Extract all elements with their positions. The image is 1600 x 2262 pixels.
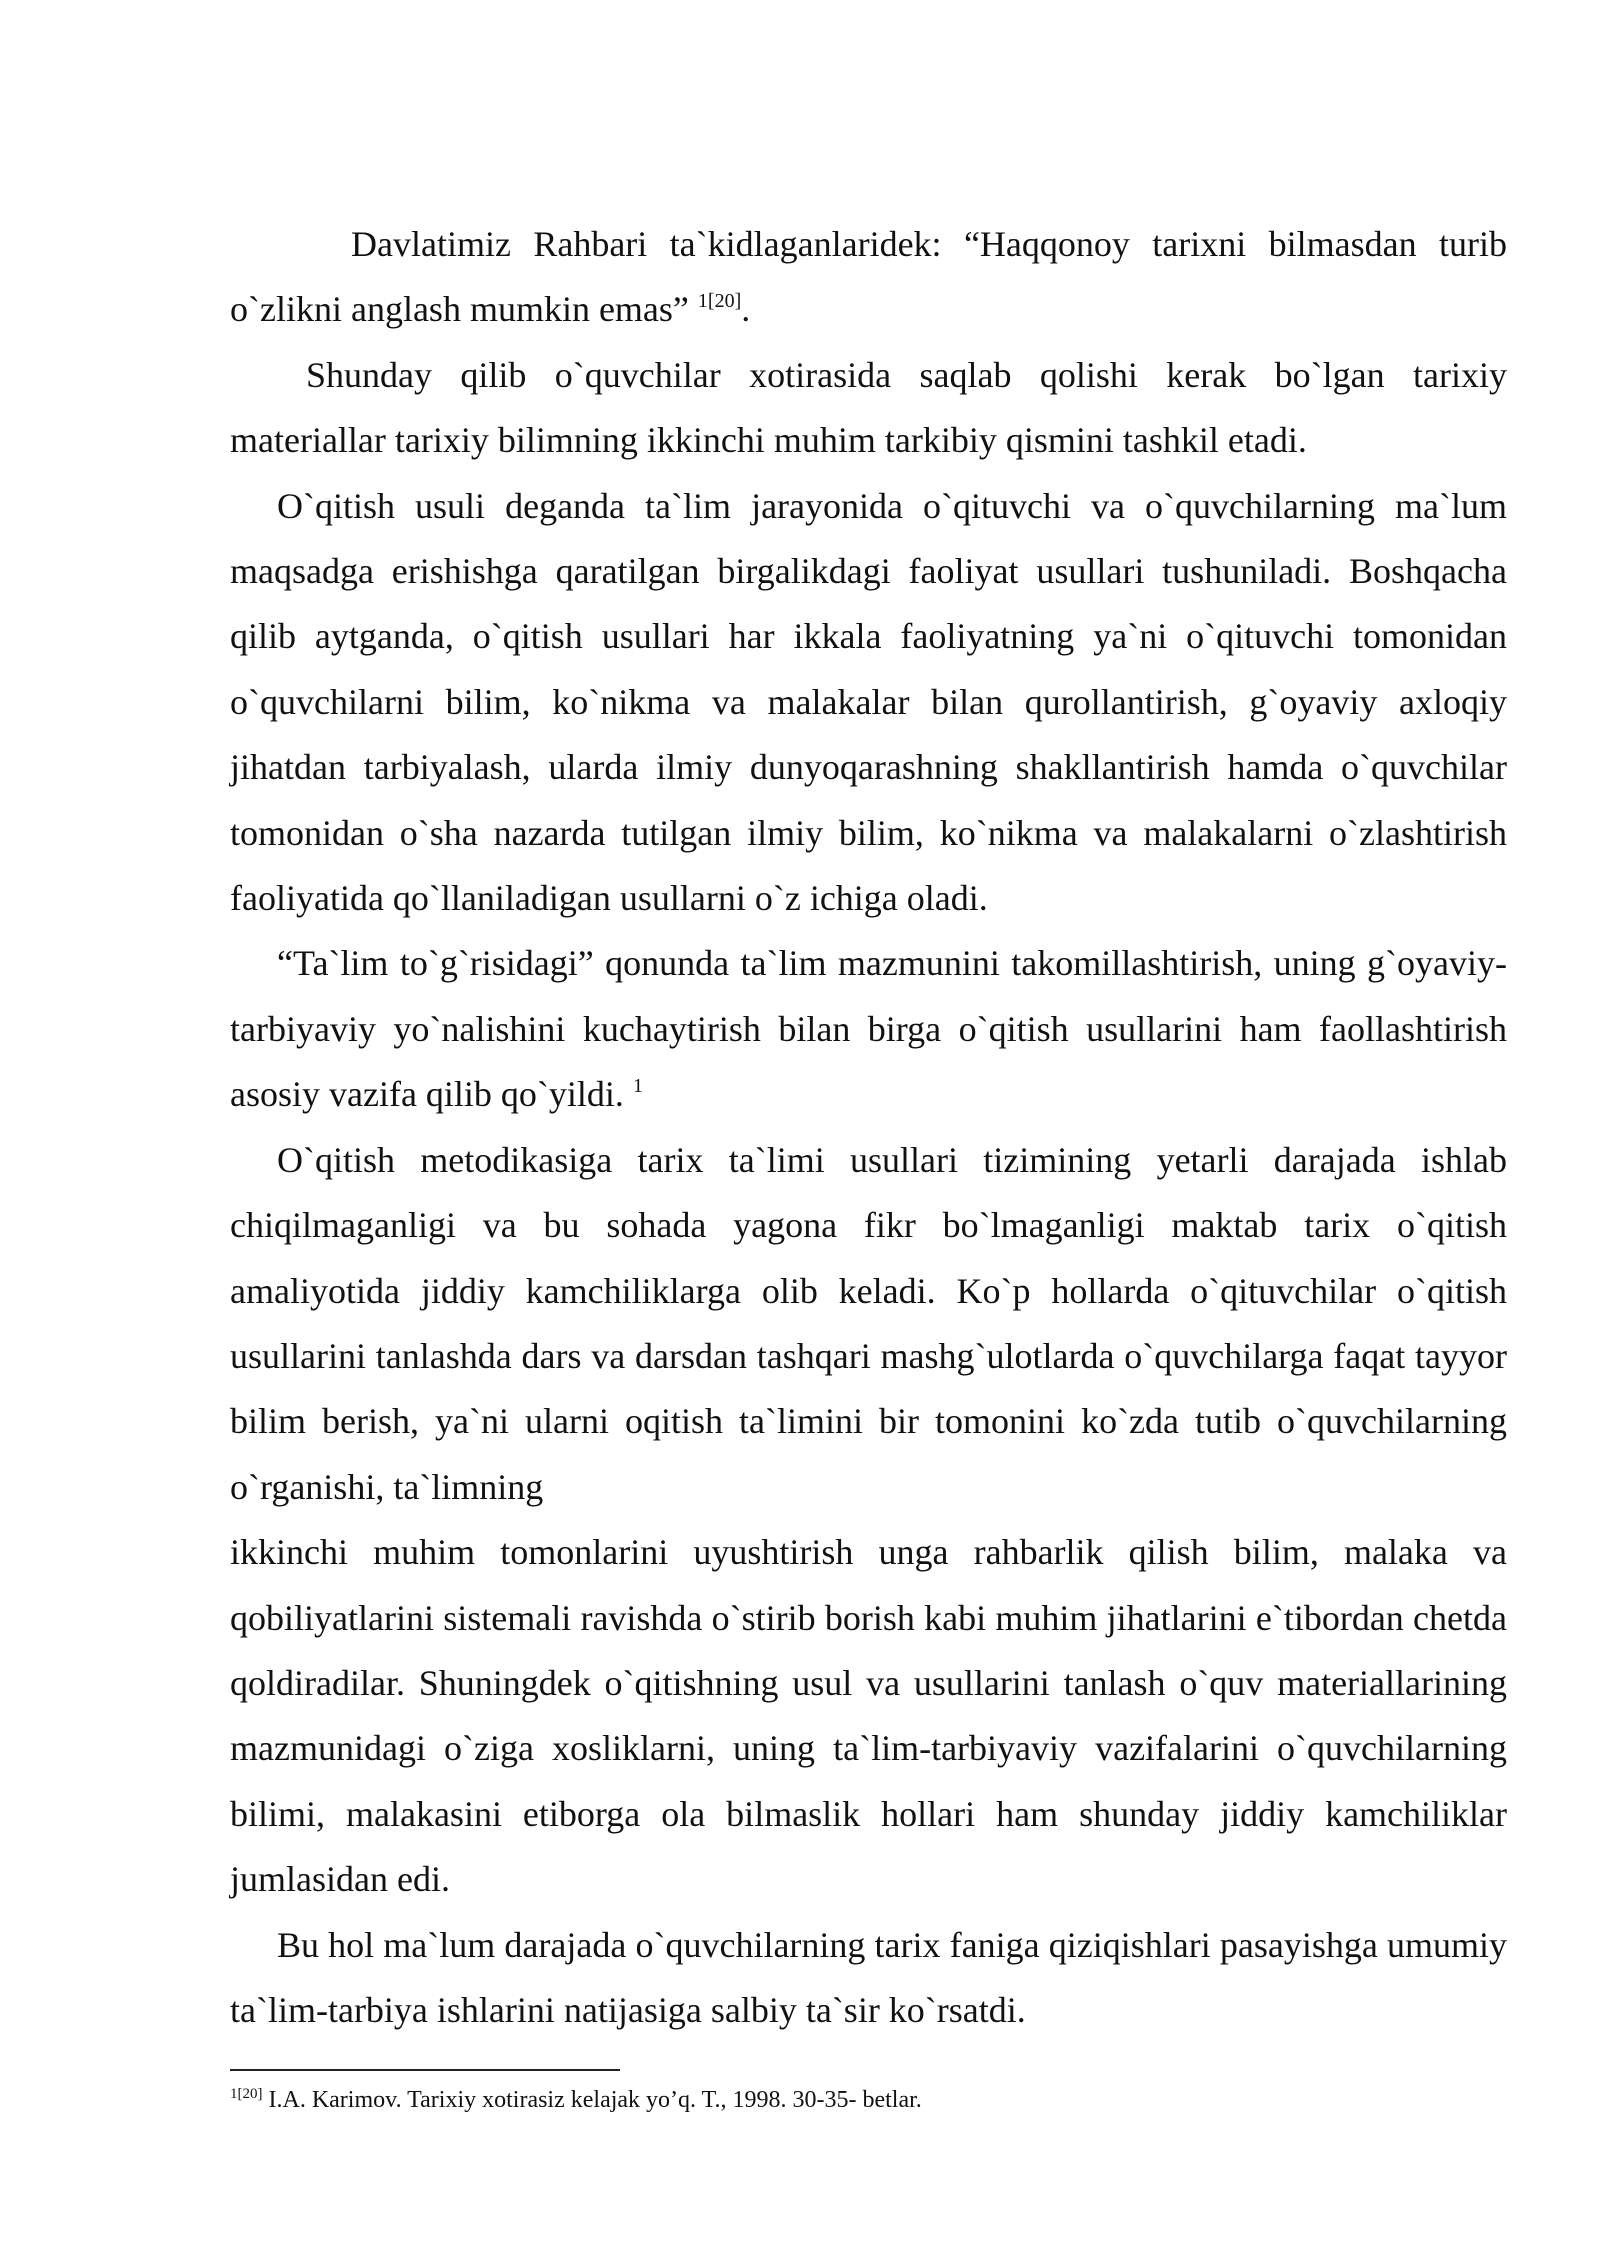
paragraph-education-law xyxy=(230,931,1507,1127)
footnote-separator xyxy=(230,2069,620,2071)
footnote-text: I.A. Karimov. Tarixiy xotirasiz kelajak yo’q. T., 1998. 30-35- betlar. xyxy=(268,2087,922,2113)
paragraph-text: O`qitish usuli deganda ta`lim jarayonida o`qituvchi va o`quvchilarning ma`lum maqsadga erishishga qaratilgan birgalikdagi faoliyat usullari tushuniladi. Boshqacha qilib aytganda, o`qitish usullari har ikkala faoliyatning ya`ni o`qituvchi tomonidan o`quvchilarni bilim, ko`nikma va malakalar bilan qurollantirish, g`oyaviy axloqiy jihatdan tarbiyalash, ularda ilmiy dunyoqarashning shakllantirish hamda o`quvchilar tomonidan o`sha nazarda tutilgan ilmiy bilim, ko`nikma va malakalarni o`zlashtirish faoliyatida qo`llaniladigan usullarni o`z ichiga oladi. xyxy=(230,485,1507,919)
paragraph-methodology xyxy=(230,1128,1507,1520)
footnote-marker: 1[20] xyxy=(230,2086,263,2102)
paragraph-text: Bu hol ma`lum darajada o`quvchilarning tarix faniga qiziqishlari pasayishga umumiy ta`lim-tarbiya ishlarini natijasiga salbiy ta`sir ko`rsatdi. xyxy=(230,1924,1507,2030)
paragraph-text: “Ta`lim to`g`risidagi” qonunda ta`lim mazmunini takomillashtirish, uning g`oyaviy-tarbiyaviy yo`nalishini kuchaytirish bilan birga o`qitish usullarini ham faollashtirish asosiy vazifa qilib qo`yildi. xyxy=(230,943,1507,1115)
paragraph-text: Shunday qilib o`quvchilar xotirasida saqlab qolishi kerak bo`lgan tarixiy materiallar tarixiy bilimning ikkinchi muhim tarkibiy qismini tashkil etadi. xyxy=(230,354,1507,461)
paragraph-continuation xyxy=(230,1520,1507,1912)
paragraph-text: Davlatimiz Rahbari ta`kidlaganlaridek: “Haqqonoy tarixni bilmasdan turib o`zlikni anglash mumkin emas” xyxy=(230,224,1507,330)
footnote-reference: 1[20] xyxy=(697,290,742,313)
footnote-reference: 1 xyxy=(632,1075,643,1098)
body-text xyxy=(230,212,1507,2043)
paragraph-text: O`qitish metodikasiga tarix ta`limi usullari tizimining yetarli darajada ishlab chiqilmaganligi va bu sohada yagona fikr bo`lmaganligi maktab tarix o`qitish amaliyotida jiddiy kamchiliklarga olib keladi. Ko`p hollarda o`qituvchilar o`qitish usullarini tanlashda dars va darsdan tashqari mashg`ulotlarda o`quvchilarga faqat tayyor bilim berish, ya`ni ularni oqitish ta`limini bir tomonini ko`zda tutib o`quvchilarning o`rganishi, ta`limning xyxy=(230,1139,1507,1507)
paragraph-conclusion xyxy=(230,1913,1507,2044)
footnote xyxy=(230,2083,1507,2117)
paragraph-materials xyxy=(230,343,1507,474)
paragraph-teaching-method xyxy=(230,474,1507,932)
paragraph-quote xyxy=(230,212,1507,343)
sentence-end: . xyxy=(741,289,751,330)
paragraph-text: ikkinchi muhim tomonlarini uyushtirish unga rahbarlik qilish bilim, malaka va qobiliyatlarini sistemali ravishda o`stirib borish kabi muhim jihatlarini e`tibordan chetda qoldiradilar. Shuningdek o`qitishning usul va usullarini tanlash o`quv materiallarining mazmunidagi o`ziga xosliklarni, uning ta`lim-tarbiyaviy vazifalarini o`quvchilarning bilimi, malakasini etiborga ola bilmaslik hollari ham shunday jiddiy kamchiliklar jumlasidan edi. xyxy=(230,1532,1507,1900)
